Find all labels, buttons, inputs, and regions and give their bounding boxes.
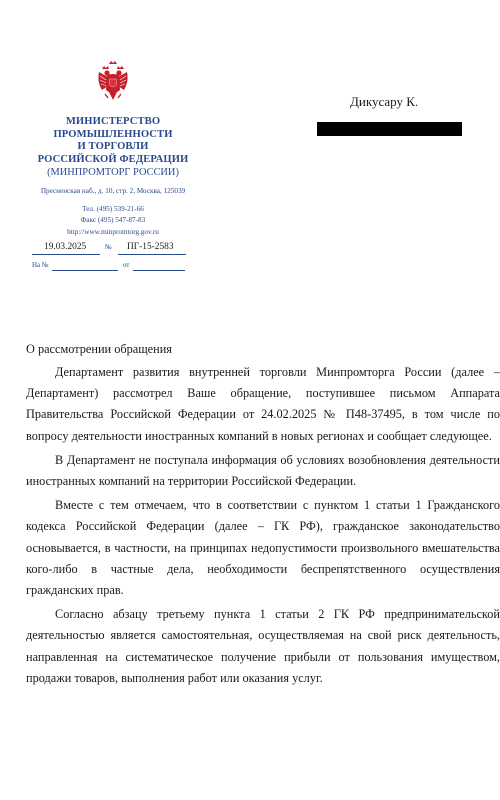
reference-number-underline — [52, 270, 118, 271]
letter-subject: О рассмотрении обращения — [26, 342, 172, 356]
address: Пресненская наб., д. 10, стр. 2, Москва, 125039 — [40, 187, 186, 195]
paragraph: Вместе с тем отмечаем, что в соответствии с пунктом 1 статьи 1 Гражданского кодекса Российской Федерации (далее – ГК РФ), гражданское законодательство основывается, в частности, на принципах недопустимости произвольного вмешательства кого-либо в частные дела, необходимости беспрепятственного осуществления гражданских прав. — [26, 498, 500, 598]
ministry-name — [18, 116, 208, 166]
letterhead — [18, 60, 208, 238]
letter-body — [26, 362, 500, 692]
website: http://www.minpromtorg.gov.ru — [67, 227, 159, 236]
registration-date: 19.03.2025 — [44, 242, 87, 252]
reference-line — [30, 261, 190, 273]
contacts — [18, 186, 208, 238]
reference-no-label: На № — [32, 261, 49, 269]
ministry-line-1: МИНИСТЕРСТВО — [65, 116, 161, 127]
registration-no-label: № — [105, 243, 112, 251]
ministry-line-3: И ТОРГОВЛИ — [77, 141, 149, 152]
phone: Тел. (495) 539-21-66 — [82, 204, 144, 213]
registration-number: ПГ-15-2583 — [127, 242, 174, 252]
reference-date-underline — [133, 270, 185, 271]
ministry-short-name: (МИНПРОМТОРГ РОССИИ) — [47, 167, 179, 178]
ministry-line-4: РОССИЙСКОЙ ФЕДЕРАЦИИ — [37, 153, 189, 165]
paragraph: Согласно абзацу третьему пункта 1 статьи 2 ГК РФ предпринимательской деятельностью является самостоятельная, осуществляемая на свой риск деятельность, направленная на систематическое получение прибыли от пользования имуществом, продажи товаров, выполнения работ или оказания услуг. — [26, 607, 500, 685]
coat-of-arms-icon — [96, 60, 130, 104]
registration-line — [30, 242, 190, 256]
fax: Факс (495) 547-87-83 — [80, 216, 146, 224]
paragraph: Департамент развития внутренней торговли Минпромторга России (далее – Департамент) рассмотрел Ваше обращение, поступившее письмом Аппарата Правительства Российской Федерации от 24.02.2025 № П48-37495, в том числе по вопросу деятельности иностранных компаний в новых регионах и сообщает следующее. — [26, 365, 500, 443]
redaction-bar — [317, 122, 462, 136]
date-underline — [32, 254, 100, 255]
number-underline — [118, 254, 186, 255]
recipient-name: Дикусару К. — [350, 94, 419, 109]
ministry-line-2: ПРОМЫШЛЕННОСТИ — [53, 128, 173, 140]
paragraph: В Департамент не поступала информация об условиях возобновления деятельности иностранных компаний на территории Российской Федерации. — [26, 452, 500, 489]
reference-from-label: от — [123, 261, 130, 269]
